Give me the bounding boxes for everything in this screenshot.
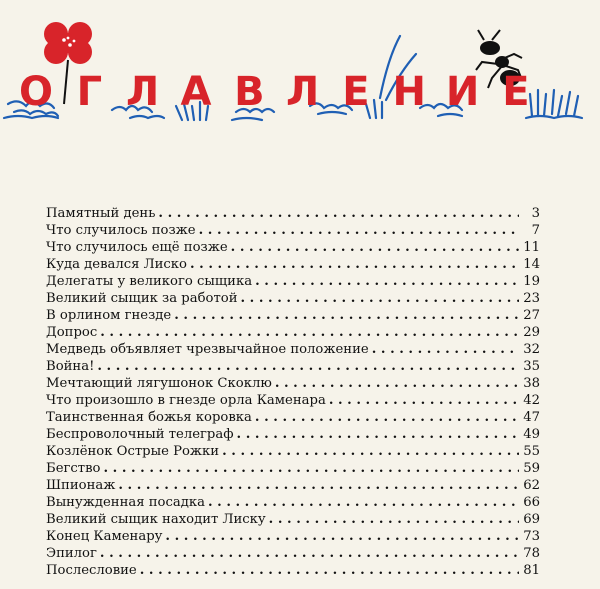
dot-leader	[174, 307, 519, 324]
toc-entry-title: Мечтающий лягушонок Скоклю	[46, 376, 272, 391]
toc-entry-title: Послесловие	[46, 563, 137, 578]
toc-entry-title: Памятный день	[46, 206, 156, 221]
title-letter: Е	[502, 69, 530, 115]
toc-entry[interactable]	[46, 426, 540, 443]
toc-entry-page: 38	[523, 376, 540, 391]
toc-entry-page: 27	[523, 308, 540, 323]
toc-entry-page: 3	[531, 206, 540, 221]
toc-entry[interactable]	[46, 273, 540, 290]
toc-entry[interactable]	[46, 545, 540, 562]
title-letter: Г	[76, 69, 103, 115]
toc-entry[interactable]	[46, 239, 540, 256]
title-letter: В	[234, 69, 265, 115]
toc-entry-page: 14	[523, 257, 540, 272]
dot-leader	[241, 290, 520, 307]
toc-entry[interactable]	[46, 324, 540, 341]
toc-entry[interactable]	[46, 511, 540, 528]
dot-leader	[158, 205, 519, 222]
dot-leader	[97, 358, 519, 375]
title-letter: Л	[126, 69, 160, 115]
toc-entry-page: 55	[523, 444, 540, 459]
toc-entry-page: 66	[523, 495, 540, 510]
page-title	[16, 66, 536, 118]
toc-entry-page: 35	[523, 359, 540, 374]
toc-entry-page: 78	[523, 546, 540, 561]
toc-entry-page: 49	[523, 427, 540, 442]
dot-leader	[237, 426, 519, 443]
toc-entry-title: Война!	[46, 359, 95, 374]
toc-entry[interactable]	[46, 290, 540, 307]
toc-entry-title: Козлёнок Острые Рожки	[46, 444, 220, 459]
toc-entry-page: 11	[523, 240, 540, 255]
toc-entry[interactable]	[46, 392, 540, 409]
toc-entry-page: 81	[523, 563, 540, 578]
toc-entry[interactable]	[46, 528, 540, 545]
toc-entry-title: Что случилось ещё позже	[46, 240, 228, 255]
toc-entry-title: Эпилог	[46, 546, 97, 561]
dot-leader	[372, 341, 519, 358]
title-letter: О	[18, 69, 53, 115]
toc-entry-page: 23	[523, 291, 540, 306]
toc-entry[interactable]	[46, 205, 540, 222]
toc-entry-title: Беспроволочный телеграф	[46, 427, 234, 442]
toc-entry-title: Медведь объявляет чрезвычайное положение	[46, 342, 369, 357]
toc-entry-title: Бегство	[46, 461, 101, 476]
dot-leader	[231, 239, 519, 256]
title-letter: И	[445, 69, 480, 115]
header-illustration	[0, 0, 600, 150]
dot-leader	[118, 477, 519, 494]
toc-entry-page: 32	[523, 342, 540, 357]
dot-leader	[275, 375, 519, 392]
toc-entry-page: 47	[523, 410, 540, 425]
title-letter: Н	[392, 69, 427, 115]
toc-entry[interactable]	[46, 222, 540, 239]
dot-leader	[222, 443, 519, 460]
dot-leader	[100, 324, 519, 341]
toc-entry[interactable]	[46, 358, 540, 375]
toc-entry[interactable]	[46, 409, 540, 426]
title-letter: Е	[342, 69, 370, 115]
toc-entry-title: Делегаты у великого сыщика	[46, 274, 253, 289]
toc-entry-page: 19	[523, 274, 540, 289]
toc-entry-title: Куда девался Лиско	[46, 257, 187, 272]
dot-leader	[329, 392, 519, 409]
dot-leader	[199, 222, 519, 239]
toc-entry[interactable]	[46, 443, 540, 460]
toc-entry[interactable]	[46, 256, 540, 273]
dot-leader	[140, 562, 519, 579]
toc-entry[interactable]	[46, 562, 540, 579]
toc-entry-page: 42	[523, 393, 540, 408]
dot-leader	[269, 511, 519, 528]
toc-entry-title: Допрос	[46, 325, 98, 340]
dot-leader	[208, 494, 519, 511]
table-of-contents	[46, 205, 540, 579]
dot-leader	[103, 460, 519, 477]
title-letter: А	[180, 69, 212, 115]
toc-entry-page: 59	[523, 461, 540, 476]
title-letter: Л	[286, 69, 320, 115]
toc-entry[interactable]	[46, 341, 540, 358]
toc-entry-page: 62	[523, 478, 540, 493]
toc-entry[interactable]	[46, 307, 540, 324]
dot-leader	[255, 409, 519, 426]
toc-entry-title: Вынужденная посадка	[46, 495, 205, 510]
dot-leader	[255, 273, 519, 290]
toc-entry[interactable]	[46, 477, 540, 494]
toc-entry-page: 7	[531, 223, 540, 238]
toc-entry[interactable]	[46, 375, 540, 392]
toc-entry-title: Великий сыщик находит Лиску	[46, 512, 266, 527]
dot-leader	[165, 528, 519, 545]
toc-entry[interactable]	[46, 460, 540, 477]
toc-entry-title: Что случилось позже	[46, 223, 196, 238]
toc-entry-page: 29	[523, 325, 540, 340]
dot-leader	[190, 256, 519, 273]
dot-leader	[100, 545, 519, 562]
toc-entry-title: Конец Каменару	[46, 529, 163, 544]
toc-entry-title: В орлином гнезде	[46, 308, 172, 323]
toc-entry-page: 69	[523, 512, 540, 527]
toc-entry-title: Великий сыщик за работой	[46, 291, 238, 306]
toc-entry-title: Таинственная божья коровка	[46, 410, 252, 425]
toc-entry-title: Шпионаж	[46, 478, 116, 493]
toc-entry-title: Что произошло в гнезде орла Каменара	[46, 393, 326, 408]
toc-entry-page: 73	[523, 529, 540, 544]
toc-entry[interactable]	[46, 494, 540, 511]
